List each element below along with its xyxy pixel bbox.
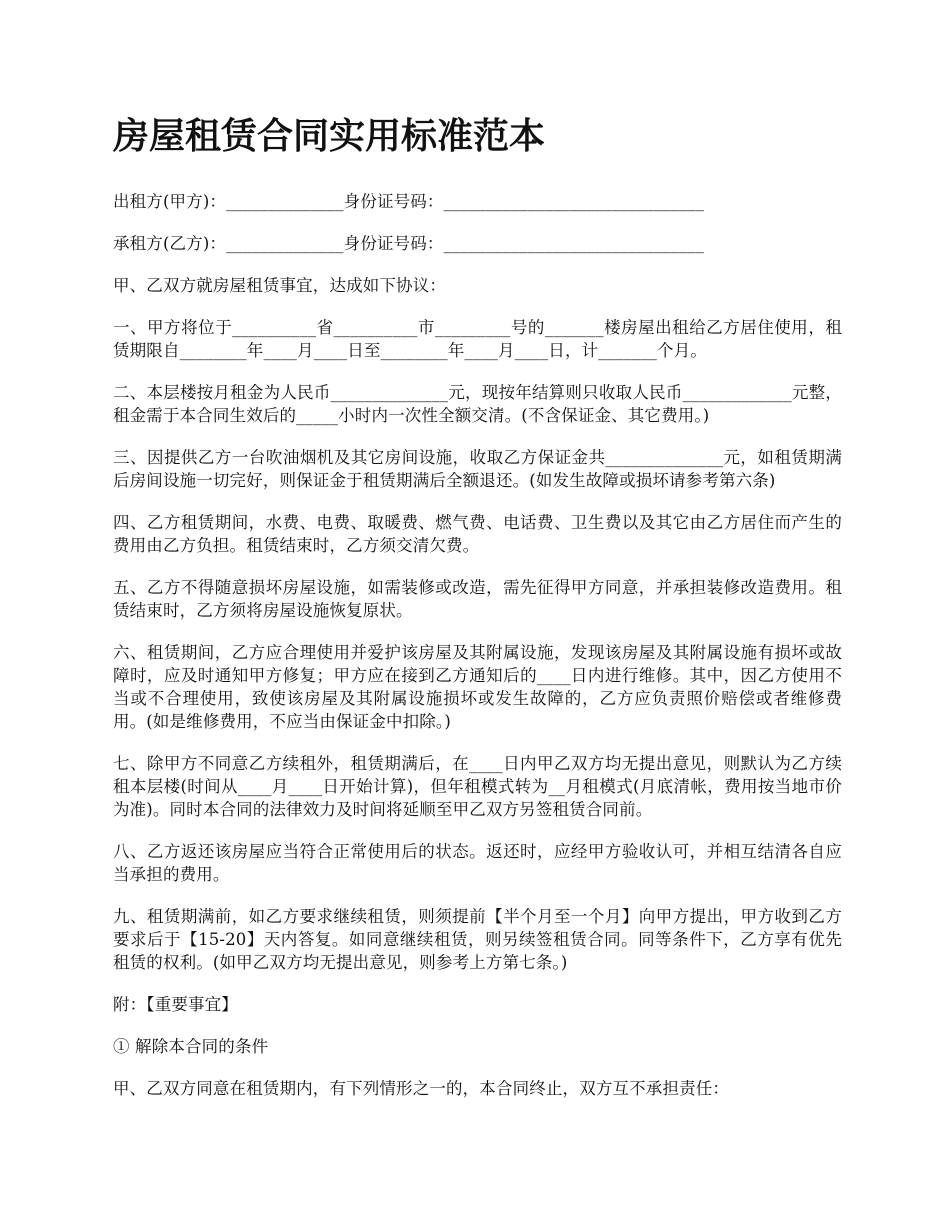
tenant-line: 承租方(乙方)：______________身份证号码：_______________________________ bbox=[113, 234, 704, 253]
termination-heading: ① 解除本合同的条件 bbox=[113, 1037, 269, 1056]
agreement-intro: 甲、乙双方就房屋租赁事宜，达成如下协议： bbox=[113, 276, 446, 295]
clause-9: 九、租赁期满前，如乙方要求继续租赁，则须提前【半个月至一个月】向甲方提出，甲方收到乙方要求后于【15-20】天内答复。如同意继续租赁，则另续签租赁合同。同等条件下，乙方享有优先租赁的权利。(如甲乙双方均无提出意见，则参考上方第七条。) bbox=[113, 907, 842, 972]
clause-7: 七、除甲方不同意乙方续租外，租赁期满后，在____日内甲乙双方均无提出意见，则默认为乙方续租本层楼(时间从____月____日开始计算)，但年租模式转为__月租模式(月底清帐，费用按当地市价为准)。同时本合同的法律效力及时间将延顺至甲乙双方另签租赁合同前。 bbox=[113, 754, 842, 819]
clause-4: 四、乙方租赁期间，水费、电费、取暖费、燃气费、电话费、卫生费以及其它由乙方居住而产生的费用由乙方负担。租赁结束时，乙方须交清欠费。 bbox=[113, 513, 842, 555]
clause-1: 一、甲方将位于__________省__________市_________号的_______楼房屋出租给乙方居住使用，租赁期限自________年____月____日至________年____月____日，计_______个月。 bbox=[113, 318, 842, 360]
clause-5: 五、乙方不得随意损坏房屋设施，如需装修或改造，需先征得甲方同意，并承担装修改造费用。租赁结束时，乙方须将房屋设施恢复原状。 bbox=[113, 578, 842, 620]
clause-8: 八、乙方返还该房屋应当符合正常使用后的状态。返还时，应经甲方验收认可，并相互结清各自应当承担的费用。 bbox=[113, 842, 842, 884]
appendix-heading: 附：【重要事宜】 bbox=[113, 995, 238, 1014]
page-title: 房屋租赁合同实用标准范本 bbox=[113, 115, 546, 157]
clause-2: 二、本层楼按月租金为人民币______________元，现按年结算则只收取人民币_____________元整，租金需于本合同生效后的_____小时内一次性全额交清。(不含保证金、其它费用。) bbox=[113, 383, 842, 425]
clause-3: 三、因提供乙方一台吹油烟机及其它房间设施，收取乙方保证金共______________元，如租赁期满后房间设施一切完好，则保证金于租赁期满后全额退还。(如发生故障或损坏请参考第六条) bbox=[113, 448, 842, 490]
clause-6: 六、租赁期间，乙方应合理使用并爱护该房屋及其附属设施，发现该房屋及其附属设施有损坏或故障时，应及时通知甲方修复；甲方应在接到乙方通知后的____日内进行维修。其中，因乙方使用不当或不合理使用，致使该房屋及其附属设施损坏或发生故障的，乙方应负责照价赔偿或者维修费用。(如是维修费用，不应当由保证金中扣除。) bbox=[113, 643, 842, 731]
landlord-line: 出租方(甲方)：______________身份证号码：_______________________________ bbox=[113, 192, 704, 211]
termination-intro: 甲、乙双方同意在租赁期内，有下列情形之一的，本合同终止，双方互不承担责任： bbox=[113, 1079, 730, 1098]
